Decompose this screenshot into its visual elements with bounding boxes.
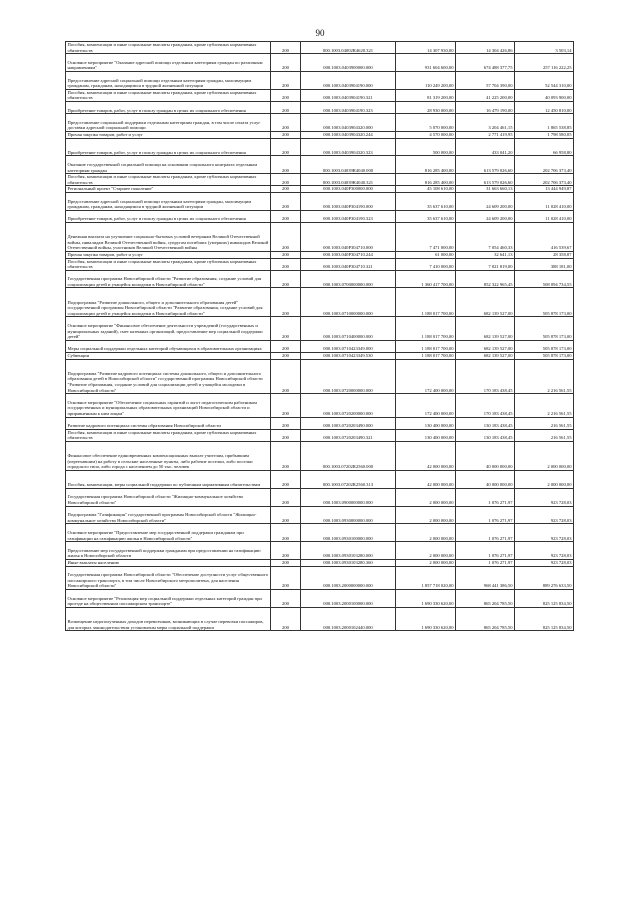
expenditure-name-cell: Основное мероприятие "Предоставление мер государственной поддержки гражданам при газификации на газификацию жилья в Новосибирской области" — [66, 524, 271, 542]
approved-amount-cell: 2 000 000,00 — [396, 542, 456, 560]
executed-amount-cell: 41 225 200,00 — [456, 89, 515, 101]
classification-code-cell: 000.1003.0720203490.321 — [301, 429, 396, 441]
ministry-code-cell: 200 — [271, 340, 301, 352]
table-row — [66, 560, 574, 567]
ministry-code-cell: 200 — [271, 506, 301, 524]
unexecuted-amount-cell: 257 116 222,25 — [515, 54, 574, 72]
classification-code-cell: 000.1003.0403904190.000 — [301, 71, 396, 89]
table-row — [66, 251, 574, 258]
classification-code-cell: 000.1003.0700000000.000 — [301, 270, 396, 288]
classification-code-cell: 000.1003.2000100000.000 — [301, 589, 396, 607]
executed-amount-cell: 433 041,20 — [456, 138, 515, 156]
approved-amount-cell: 2 000 000,00 — [396, 560, 456, 567]
ministry-code-cell: 200 — [271, 258, 301, 270]
unexecuted-amount-cell: 2 216 561,55 — [515, 394, 574, 417]
executed-amount-cell: 865 204 785,50 — [456, 607, 515, 630]
approved-amount-cell: 1 188 017 700,00 — [396, 340, 456, 352]
approved-amount-cell: 172 400 000,00 — [396, 394, 456, 417]
classification-code-cell: 000.1003.2000102440.000 — [301, 607, 396, 630]
classification-code-cell: 000.1003.0403904190.321 — [301, 89, 396, 101]
expenditure-name-cell: Прочая закупка товаров, работ и услуг — [66, 251, 271, 258]
classification-code-cell: 000.1003.0403904320.000 — [301, 114, 396, 132]
expenditure-name-cell: Пособия, компенсации, меры социальной поддержки по публичным нормативным обязательствам — [66, 471, 271, 489]
executed-amount-cell: 170 183 438,45 — [456, 359, 515, 394]
executed-amount-cell: 40 000 000,00 — [456, 471, 515, 489]
unexecuted-amount-cell: 11 028 410,00 — [515, 210, 574, 222]
unexecuted-amount-cell: 40 093 900,00 — [515, 89, 574, 101]
executed-amount-cell: 32 641,13 — [456, 251, 515, 258]
classification-code-cell: 000.1003.04039R4040.321 — [301, 174, 396, 186]
ministry-code-cell: 200 — [271, 353, 301, 360]
table-row — [66, 192, 574, 210]
unexecuted-amount-cell: 216 561,55 — [515, 417, 574, 429]
expenditure-name-cell: Пособия, компенсации и иные социальные выплаты гражданам, кроме публичных нормативных обязательств — [66, 258, 271, 270]
unexecuted-amount-cell: 416 539,67 — [515, 222, 574, 251]
approved-amount-cell: 35 637 610,00 — [396, 192, 456, 210]
ministry-code-cell: 200 — [271, 54, 301, 72]
unexecuted-amount-cell: 11 028 410,00 — [515, 192, 574, 210]
table-row — [66, 42, 574, 54]
ministry-code-cell: 200 — [271, 542, 301, 560]
unexecuted-amount-cell: 12 450 810,00 — [515, 101, 574, 113]
executed-amount-cell: 613 579 026,60 — [456, 174, 515, 186]
approved-amount-cell: 500 000,00 — [396, 138, 456, 156]
approved-amount-cell: 1 690 330 620,00 — [396, 607, 456, 630]
unexecuted-amount-cell: 2 000 000,00 — [515, 471, 574, 489]
approved-amount-cell: 4 570 000,00 — [396, 131, 456, 138]
expenditure-name-cell: Приобретение товаров, работ, услуг в пользу граждан в целях их социального обеспечения — [66, 101, 271, 113]
executed-amount-cell: 2 771 419,95 — [456, 131, 515, 138]
table-row — [66, 270, 574, 288]
table-row — [66, 359, 574, 394]
table-row — [66, 417, 574, 429]
unexecuted-amount-cell: 202 706 373,40 — [515, 174, 574, 186]
classification-code-cell: 000.1003.04002R4620.321 — [301, 42, 396, 54]
table-row — [66, 54, 574, 72]
table-row — [66, 394, 574, 417]
ministry-code-cell: 200 — [271, 131, 301, 138]
unexecuted-amount-cell: 508 094 734,55 — [515, 270, 574, 288]
approved-amount-cell: 42 000 000,00 — [396, 442, 456, 471]
unexecuted-amount-cell: 889 276 633,50 — [515, 566, 574, 589]
unexecuted-amount-cell: 216 561,55 — [515, 429, 574, 441]
executed-amount-cell: 1 076 271,97 — [456, 488, 515, 506]
unexecuted-amount-cell: 825 125 834,50 — [515, 589, 574, 607]
ministry-code-cell: 200 — [271, 251, 301, 258]
expenditure-name-cell: Пособия, компенсации и иные социальные выплаты гражданам, кроме публичных нормативных обязательств — [66, 42, 271, 54]
table-row — [66, 353, 574, 360]
classification-code-cell: 000.1003.040P304710.321 — [301, 258, 396, 270]
ministry-code-cell: 200 — [271, 488, 301, 506]
approved-amount-cell: 130 400 000,00 — [396, 429, 456, 441]
classification-code-cell: 000.1003.07202R2560.000 — [301, 442, 396, 471]
ministry-code-cell: 200 — [271, 589, 301, 607]
executed-amount-cell: 31 663 660,13 — [456, 186, 515, 193]
unexecuted-amount-cell: 13 444 949,87 — [515, 186, 574, 193]
table-row — [66, 317, 574, 340]
approved-amount-cell: 45 108 610,00 — [396, 186, 456, 193]
executed-amount-cell: 40 000 000,00 — [456, 442, 515, 471]
page-number: 90 — [315, 28, 325, 38]
classification-code-cell: 000.1003.0710400000.000 — [301, 317, 396, 340]
approved-amount-cell: 7 410 000,00 — [396, 258, 456, 270]
ministry-code-cell: 200 — [271, 607, 301, 630]
expenditure-name-cell: Подпрограмма "Развитие кадрового потенциала системы дошкольного, общего и дополнительного образования детей в Новосибирской области" государственной программы Новосибирской области "Развитие образования, создание условий для социализации детей и учащейся молодежи в Новосибирской области" — [66, 359, 271, 394]
classification-code-cell: 000.1003.0403900000.000 — [301, 54, 396, 72]
classification-code-cell: 000.1003.2000000000.000 — [301, 566, 396, 589]
approved-amount-cell: 81 319 200,00 — [396, 89, 456, 101]
table-row — [66, 114, 574, 132]
table-row — [66, 340, 574, 352]
unexecuted-amount-cell: 1 865 538,85 — [515, 114, 574, 132]
executed-amount-cell: 7 054 460,33 — [456, 222, 515, 251]
budget-execution-table — [65, 41, 574, 631]
ministry-code-cell: 200 — [271, 156, 301, 174]
executed-amount-cell: 1 076 271,97 — [456, 506, 515, 524]
ministry-code-cell: 200 — [271, 101, 301, 113]
table-row — [66, 506, 574, 524]
table-row — [66, 210, 574, 222]
unexecuted-amount-cell: 923 728,03 — [515, 542, 574, 560]
ministry-code-cell: 200 — [271, 174, 301, 186]
approved-amount-cell: 110 249 200,00 — [396, 71, 456, 89]
unexecuted-amount-cell: 202 706 373,40 — [515, 156, 574, 174]
unexecuted-amount-cell: 923 728,03 — [515, 524, 574, 542]
classification-code-cell: 000.1003.0403904320.323 — [301, 138, 396, 156]
classification-code-cell: 000.1003.0710000000.000 — [301, 288, 396, 317]
approved-amount-cell: 130 400 000,00 — [396, 417, 456, 429]
expenditure-name-cell: Основное мероприятие "Финансовое обеспечение деятельности учреждений (государственных и муниципальных заданий), смет казенных организаций, предоставление мер социальной поддержки детей" — [66, 317, 271, 340]
unexecuted-amount-cell: 388 181,00 — [515, 258, 574, 270]
table-row — [66, 288, 574, 317]
table-row — [66, 589, 574, 607]
approved-amount-cell: 1 360 417 700,00 — [396, 270, 456, 288]
approved-amount-cell: 5 070 000,00 — [396, 114, 456, 132]
expenditure-name-cell: Меры социальной поддержки отдельных категорий обучающихся в образовательных организациях — [66, 340, 271, 352]
ministry-code-cell: 200 — [271, 138, 301, 156]
expenditure-name-cell: Прочая закупка товаров, работ и услуг — [66, 131, 271, 138]
expenditure-name-cell: Возмещение недополученных доходов перевозчиков, возникающих в случае перевозки пассажиров, для которых законодательством установлены меры социальной поддержки — [66, 607, 271, 630]
ministry-code-cell: 200 — [271, 566, 301, 589]
unexecuted-amount-cell: 505 878 173,00 — [515, 317, 574, 340]
approved-amount-cell: 816 285 400,00 — [396, 174, 456, 186]
ministry-code-cell: 200 — [271, 317, 301, 340]
unexecuted-amount-cell: 3 503,14 — [515, 42, 574, 54]
ministry-code-cell: 200 — [271, 42, 301, 54]
approved-amount-cell: 7 471 000,00 — [396, 222, 456, 251]
unexecuted-amount-cell: 66 958,80 — [515, 138, 574, 156]
table-row — [66, 542, 574, 560]
expenditure-name-cell: Пособия, компенсации и иные социальные выплаты гражданам, кроме публичных нормативных обязательств — [66, 89, 271, 101]
executed-amount-cell: 682 139 527,00 — [456, 340, 515, 352]
ministry-code-cell: 200 — [271, 359, 301, 394]
expenditure-name-cell: Приобретение товаров, работ, услуг в пользу граждан в целях их социального обеспечения — [66, 138, 271, 156]
expenditure-name-cell: Государственная программа Новосибирской области "Развитие образования, создание условий для социализации детей и учащейся молодежи в Новосибирской области" — [66, 270, 271, 288]
approved-amount-cell: 1 188 017 700,00 — [396, 353, 456, 360]
executed-amount-cell: 7 021 819,00 — [456, 258, 515, 270]
unexecuted-amount-cell: 923 728,03 — [515, 560, 574, 567]
ministry-code-cell: 200 — [271, 114, 301, 132]
classification-code-cell: 000.1003.040P300000.000 — [301, 186, 396, 193]
expenditure-name-cell: Пособия, компенсации и иные социальные выплаты гражданам, кроме публичных нормативных обязательств — [66, 429, 271, 441]
table-row — [66, 222, 574, 251]
table-row — [66, 488, 574, 506]
table-row — [66, 258, 574, 270]
classification-code-cell: 000.1003.0930103280.360 — [301, 560, 396, 567]
unexecuted-amount-cell: 923 728,03 — [515, 506, 574, 524]
executed-amount-cell: 3 204 461,15 — [456, 114, 515, 132]
table-row — [66, 186, 574, 193]
expenditure-name-cell: Основное мероприятие "Оказание адресной помощи отдельным категориям граждан по различным направлениям" — [66, 54, 271, 72]
ministry-code-cell: 200 — [271, 288, 301, 317]
approved-amount-cell: 28 930 000,00 — [396, 101, 456, 113]
approved-amount-cell: 1 188 017 700,00 — [396, 288, 456, 317]
expenditure-name-cell: Государственная программа Новосибирской области "Жилищно-коммунальное хозяйство Новосибирской области" — [66, 488, 271, 506]
expenditure-name-cell: Пособия, компенсации и иные социальные выплаты гражданам, кроме публичных нормативных обязательств — [66, 174, 271, 186]
approved-amount-cell: 2 000 000,00 — [396, 524, 456, 542]
approved-amount-cell: 1 690 330 620,00 — [396, 589, 456, 607]
unexecuted-amount-cell: 825 125 834,50 — [515, 607, 574, 630]
table-row — [66, 131, 574, 138]
classification-code-cell: 000.1003.0403904320.244 — [301, 131, 396, 138]
unexecuted-amount-cell: 1 798 580,05 — [515, 131, 574, 138]
executed-amount-cell: 674 488 377,75 — [456, 54, 515, 72]
approved-amount-cell: 172 400 000,00 — [396, 359, 456, 394]
classification-code-cell: 000.1003.0930100000.000 — [301, 524, 396, 542]
approved-amount-cell: 2 000 000,00 — [396, 488, 456, 506]
table-row — [66, 607, 574, 630]
classification-code-cell: 000.1003.0720203490.000 — [301, 417, 396, 429]
executed-amount-cell: 682 139 527,00 — [456, 317, 515, 340]
unexecuted-amount-cell: 52 544 310,00 — [515, 71, 574, 89]
ministry-code-cell: 200 — [271, 471, 301, 489]
table-row — [66, 429, 574, 441]
classification-code-cell: 000.1003.040P304710.244 — [301, 251, 396, 258]
executed-amount-cell: 57 704 390,00 — [456, 71, 515, 89]
executed-amount-cell: 1 076 271,97 — [456, 560, 515, 567]
classification-code-cell: 000.1003.040P304190.000 — [301, 192, 396, 210]
classification-code-cell: 000.1003.04039R4040.000 — [301, 156, 396, 174]
table-row — [66, 101, 574, 113]
table-row — [66, 138, 574, 156]
ministry-code-cell: 200 — [271, 192, 301, 210]
classification-code-cell: 000.1003.07202R2560.313 — [301, 471, 396, 489]
unexecuted-amount-cell: 28 358,87 — [515, 251, 574, 258]
expenditure-name-cell: Основное мероприятие "Реализация мер социальной поддержки отдельных категорий граждан при проезде на общественном пассажирском транспорте" — [66, 589, 271, 607]
executed-amount-cell: 24 609 200,00 — [456, 210, 515, 222]
ministry-code-cell: 200 — [271, 524, 301, 542]
executed-amount-cell: 682 139 527,00 — [456, 288, 515, 317]
ministry-code-cell: 200 — [271, 270, 301, 288]
ministry-code-cell: 200 — [271, 429, 301, 441]
table-row — [66, 89, 574, 101]
expenditure-name-cell: Предоставление социальной поддержки отдельным категориям граждан, в том числе оплата услуг доставки адресной социальной помощи — [66, 114, 271, 132]
unexecuted-amount-cell: 505 878 173,00 — [515, 353, 574, 360]
unexecuted-amount-cell: 505 878 173,00 — [515, 340, 574, 352]
table-row — [66, 566, 574, 589]
executed-amount-cell: 968 441 386,50 — [456, 566, 515, 589]
classification-code-cell: 000.1003.0710423349.000 — [301, 340, 396, 352]
approved-amount-cell: 2 000 000,00 — [396, 506, 456, 524]
ministry-code-cell: 200 — [271, 442, 301, 471]
expenditure-name-cell: Иные выплаты населению — [66, 560, 271, 567]
executed-amount-cell: 16 479 190,00 — [456, 101, 515, 113]
classification-code-cell: 000.1003.0930000000.000 — [301, 506, 396, 524]
expenditure-name-cell: Оказание государственной социальной помощи на основании социального контракта отдельным категориям граждан — [66, 156, 271, 174]
expenditure-name-cell: Региональный проект "Старшее поколение" — [66, 186, 271, 193]
classification-code-cell: 000.1003.040P304710.000 — [301, 222, 396, 251]
approved-amount-cell: 61 000,00 — [396, 251, 456, 258]
approved-amount-cell: 816 285 400,00 — [396, 156, 456, 174]
executed-amount-cell: 852 322 965,45 — [456, 270, 515, 288]
unexecuted-amount-cell: 505 878 173,00 — [515, 288, 574, 317]
ministry-code-cell: 200 — [271, 186, 301, 193]
ministry-code-cell: 200 — [271, 89, 301, 101]
classification-code-cell: 000.1003.0720000000.000 — [301, 359, 396, 394]
executed-amount-cell: 1 076 271,97 — [456, 524, 515, 542]
executed-amount-cell: 130 183 438,45 — [456, 429, 515, 441]
expenditure-name-cell: Субвенции — [66, 353, 271, 360]
approved-amount-cell: 1 188 017 700,00 — [396, 317, 456, 340]
approved-amount-cell: 35 637 610,00 — [396, 210, 456, 222]
classification-code-cell: 000.1003.040P304190.323 — [301, 210, 396, 222]
executed-amount-cell: 130 183 438,45 — [456, 417, 515, 429]
ministry-code-cell: 200 — [271, 210, 301, 222]
expenditure-name-cell: Подпрограмма "Газификация" государственной программы Новосибирской области "Жилищно-коммунальное хозяйство Новосибирской области" — [66, 506, 271, 524]
expenditure-name-cell: Основное мероприятие "Обеспечение социальных гарантий и льгот педагогическим работникам государственных и муниципальных образовательных организаций Новосибирской области и приравненным к ним лицам" — [66, 394, 271, 417]
classification-code-cell: 000.1003.0900000000.000 — [301, 488, 396, 506]
classification-code-cell: 000.1003.0720200000.000 — [301, 394, 396, 417]
expenditure-name-cell: Государственная программа Новосибирской области "Обеспечение доступности услуг общественного пассажирского транспорта, в том числе Новосибирского метрополитена, для населения Новосибирской области" — [66, 566, 271, 589]
executed-amount-cell: 170 183 438,45 — [456, 394, 515, 417]
expenditure-name-cell: Денежная выплата на улучшение социально-бытовых условий ветеранам Великой Отечественной войны, инвалидам Великой Отечественной войны, супругам погибших (умерших) инвалидов Великой Отечественной войны, участников Великой Отечественной войны — [66, 222, 271, 251]
approved-amount-cell: 931 604 600,00 — [396, 54, 456, 72]
approved-amount-cell: 1 857 718 020,00 — [396, 566, 456, 589]
executed-amount-cell: 865 204 785,50 — [456, 589, 515, 607]
expenditure-name-cell: Предоставление адресной социальной помощи отдельным категориям граждан, малоимущим гражданам, гражданам, находящимся в трудной жизненной ситуации — [66, 192, 271, 210]
approved-amount-cell: 14 307 930,00 — [396, 42, 456, 54]
table-row — [66, 442, 574, 471]
approved-amount-cell: 42 000 000,00 — [396, 471, 456, 489]
table-row — [66, 471, 574, 489]
ministry-code-cell: 200 — [271, 560, 301, 567]
table-row — [66, 156, 574, 174]
table-row — [66, 71, 574, 89]
ministry-code-cell: 200 — [271, 417, 301, 429]
expenditure-name-cell: Финансовое обеспечение единовременных компенсационных выплат учителям, прибывшим (переехавшим) на работу в сельские населенные пункты, либо рабочие поселки, либо поселки городского типа, либо города с населением до 50 тыс. человек — [66, 442, 271, 471]
executed-amount-cell: 613 579 026,60 — [456, 156, 515, 174]
ministry-code-cell: 200 — [271, 71, 301, 89]
unexecuted-amount-cell: 2 000 000,00 — [515, 442, 574, 471]
table-row — [66, 174, 574, 186]
expenditure-name-cell: Предоставление мер государственной поддержки гражданам при предоставлении на газификацию жилья в Новосибирской области — [66, 542, 271, 560]
expenditure-name-cell: Подпрограмма "Развитие дошкольного, общего и дополнительного образования детей" государственной программы Новосибирской области "Развитие образования, создание условий для социализации детей и учащейся молодежи в Новосибирской области" — [66, 288, 271, 317]
executed-amount-cell: 682 139 527,00 — [456, 353, 515, 360]
executed-amount-cell: 24 609 200,00 — [456, 192, 515, 210]
budget-table-body — [66, 42, 574, 631]
unexecuted-amount-cell: 923 728,03 — [515, 488, 574, 506]
expenditure-name-cell: Развитие кадрового потенциала системы образования Новосибирской области — [66, 417, 271, 429]
unexecuted-amount-cell: 2 216 561,55 — [515, 359, 574, 394]
executed-amount-cell: 1 076 271,97 — [456, 542, 515, 560]
classification-code-cell: 000.1003.0403904190.323 — [301, 101, 396, 113]
ministry-code-cell: 200 — [271, 222, 301, 251]
executed-amount-cell: 14 304 426,86 — [456, 42, 515, 54]
classification-code-cell: 000.1003.0710423349.530 — [301, 353, 396, 360]
ministry-code-cell: 200 — [271, 394, 301, 417]
table-row — [66, 524, 574, 542]
expenditure-name-cell: Приобретение товаров, работ, услуг в пользу граждан в целях их социального обеспечения — [66, 210, 271, 222]
classification-code-cell: 000.1003.0930103280.000 — [301, 542, 396, 560]
expenditure-name-cell: Предоставление адресной социальной помощи отдельным категориям граждан, малоимущим гражданам, гражданам, находящимся в трудной жизненной ситуации — [66, 71, 271, 89]
